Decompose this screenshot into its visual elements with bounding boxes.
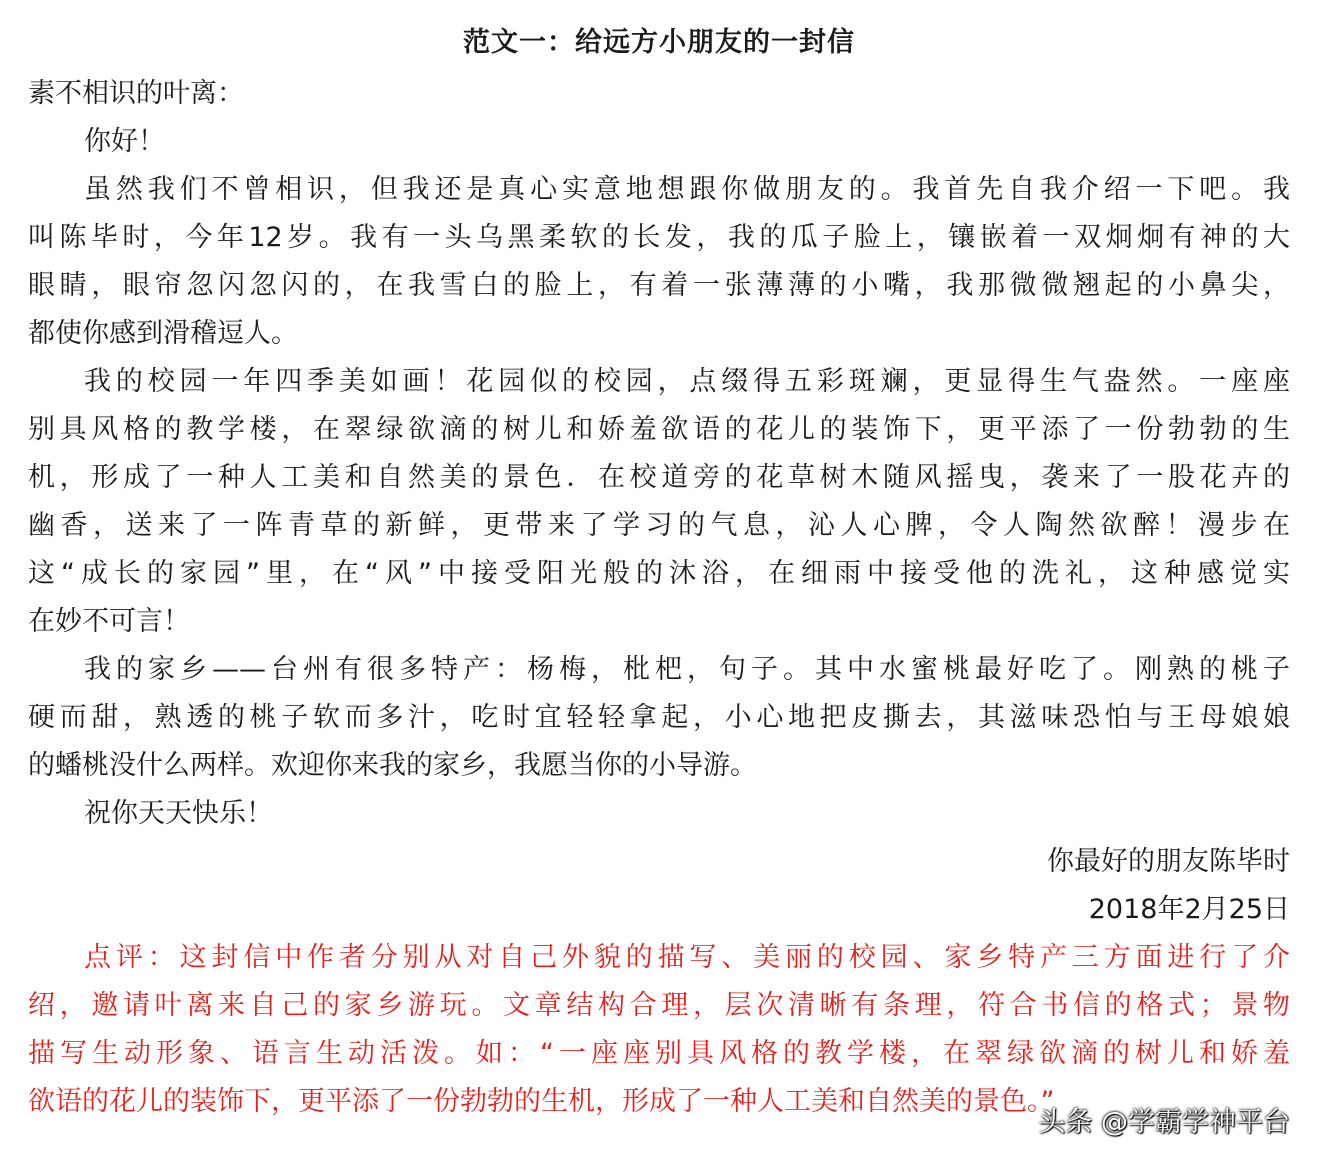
comment-line: 绍，邀请叶离来自己的家乡游玩。文章结构合理，层次清晰有条理，符合书信的格式；景物 xyxy=(28,990,1290,1021)
comment-line: 点评：这封信中作者分别从对自己外貌的描写、美丽的校园、家乡特产三方面进行了介 xyxy=(84,942,1290,973)
comment-line: 描写生动形象、语言生动活泼。如：“一座座别具风格的教学楼，在翠绿欲滴的树儿和娇羞 xyxy=(28,1038,1290,1069)
letter-title: 范文一：给远方小朋友的一封信 xyxy=(463,27,855,58)
paragraph-hometown xyxy=(28,646,1290,790)
paragraph-line: 叫陈毕时，今年12岁。我有一头乌黑柔软的长发，我的瓜子脸上，镶嵌着一双炯炯有神的大 xyxy=(28,222,1290,253)
paragraph-line: 别具风格的教学楼，在翠绿欲滴的树儿和娇羞欲语的花儿的装饰下，更平添了一份勃勃的生 xyxy=(28,414,1290,445)
paragraph-line: 我的校园一年四季美如画！花园似的校园，点缀得五彩斑斓，更显得生气盎然。一座座 xyxy=(84,366,1290,397)
paragraph-self-intro xyxy=(28,166,1290,358)
salutation: 素不相识的叶离： xyxy=(28,78,244,109)
comment-line: 欲语的花儿的装饰下，更平添了一份勃勃的生机，形成了一种人工美和自然美的景色。” xyxy=(28,1086,1055,1117)
letter-page xyxy=(28,22,1290,1126)
letter-date: 2018年2月25日 xyxy=(1088,894,1290,925)
paragraph-line: 的蟠桃没什么两样。欢迎你来我的家乡，我愿当你的小导游。 xyxy=(28,750,757,781)
closing-wish: 祝你天天快乐！ xyxy=(84,798,273,829)
paragraph-line: 在妙不可言！ xyxy=(28,606,190,637)
paragraph-line: 这“成长的家园”里，在“风”中接受阳光般的沐浴，在细雨中接受他的洗礼，这种感觉实 xyxy=(28,558,1290,589)
watermark: 头条 @学霸学神平台 xyxy=(1038,1107,1290,1138)
paragraph-line: 我的家乡——台州有很多特产：杨梅，枇杷，句子。其中水蜜桃最好吃了。刚熟的桃子 xyxy=(84,654,1290,685)
comment-section xyxy=(28,934,1290,1126)
greeting: 你好！ xyxy=(84,126,165,157)
paragraph-line: 硬而甜，熟透的桃子软而多汁，吃时宜轻轻拿起，小心地把皮撕去，其滋味恐怕与王母娘娘 xyxy=(28,702,1290,733)
paragraph-line: 幽香，送来了一阵青草的新鲜，更带来了学习的气息，沁人心脾，令人陶然欲醉！漫步在 xyxy=(28,510,1290,541)
paragraph-line: 虽然我们不曾相识，但我还是真心实意地想跟你做朋友的。我首先自我介绍一下吧。我 xyxy=(84,174,1290,205)
paragraph-line: 都使你感到滑稽逗人。 xyxy=(28,318,298,349)
signature: 你最好的朋友陈毕时 xyxy=(1047,846,1290,877)
paragraph-school xyxy=(28,358,1290,646)
paragraph-line: 眼睛，眼帘忽闪忽闪的，在我雪白的脸上，有着一张薄薄的小嘴，我那微微翘起的小鼻尖， xyxy=(28,270,1290,301)
paragraph-line: 机，形成了一种人工美和自然美的景色．在校道旁的花草树木随风摇曳，袭来了一股花卉的 xyxy=(28,462,1290,493)
